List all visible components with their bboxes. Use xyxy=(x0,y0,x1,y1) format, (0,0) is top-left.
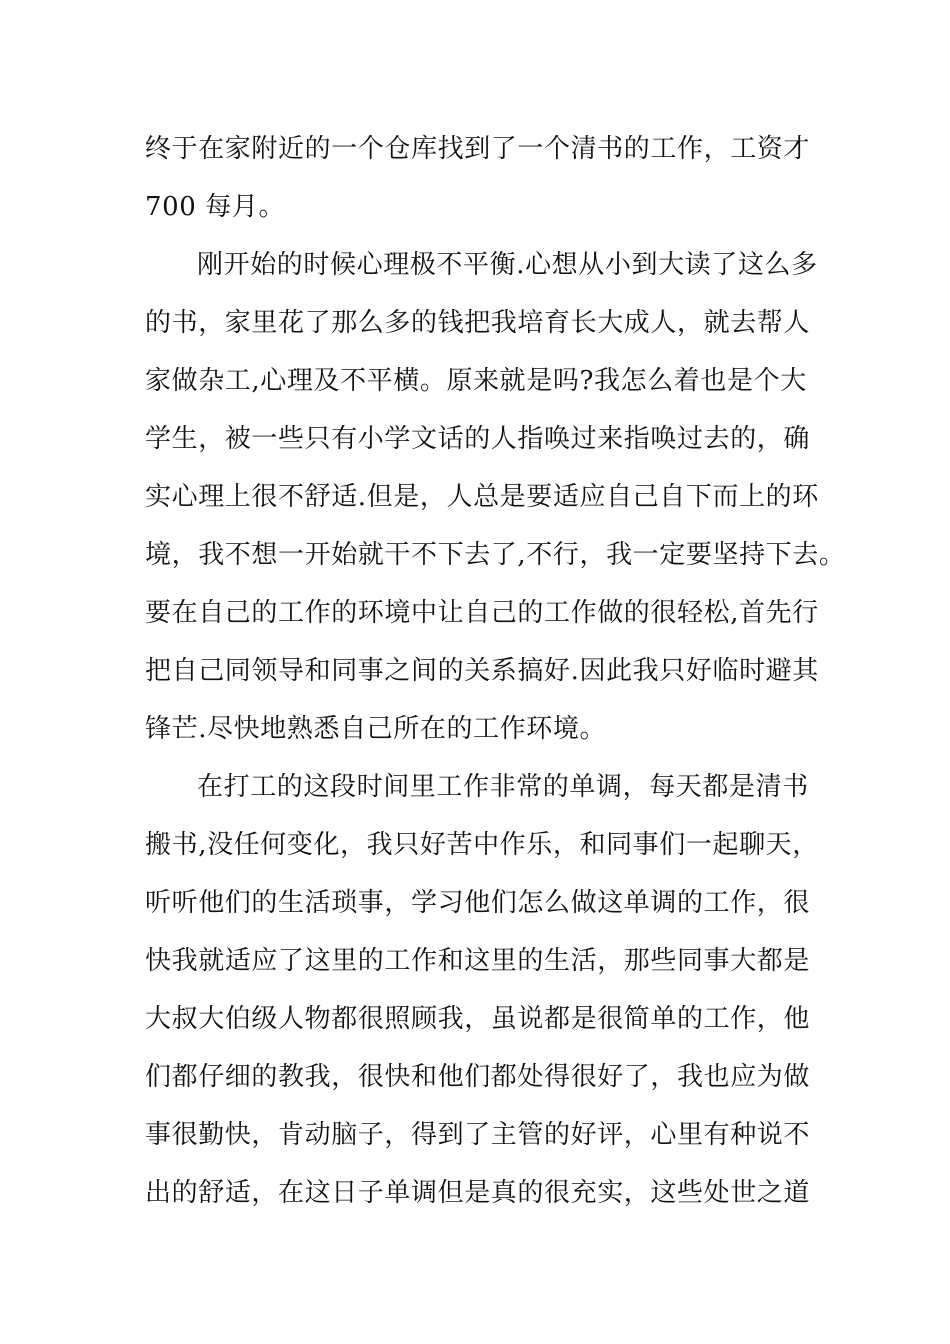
text-line: 出的舒适，在这日子单调但是真的很充实，这些处世之道 xyxy=(145,1178,811,1208)
text-line: 在打工的这段时间里工作非常的单调，每天都是清书 xyxy=(197,772,809,802)
text-line: 的书，家里花了那么多的钱把我培育长大成人，就去帮人 xyxy=(145,308,811,338)
text-line: 实心理上很不舒适.但是，人总是要适应自己自下而上的环 xyxy=(145,482,819,512)
text-line: 家做杂工,心理及不平横。原来就是吗?我怎么着也是个大 xyxy=(145,366,807,396)
text-line: 快我就适应了这里的工作和这里的生活，那些同事大都是 xyxy=(145,946,811,976)
document-body xyxy=(145,120,846,1222)
paragraph-3 xyxy=(145,758,825,1222)
text-line: 锋芒.尽快地熟悉自己所在的工作环境。 xyxy=(145,714,607,744)
paragraph-1 xyxy=(145,120,825,236)
text-line: 大叔大伯级人物都很照顾我，虽说都是很简单的工作，他 xyxy=(145,1004,811,1034)
text-line: 700 每月。 xyxy=(145,192,286,222)
paragraph-2 xyxy=(145,236,846,758)
text-line: 终于在家附近的一个仓库找到了一个清书的工作，工资才 xyxy=(145,134,811,164)
text-line: 把自己同领导和同事之间的关系搞好.因此我只好临时避其 xyxy=(145,656,819,686)
text-line: 刚开始的时候心理极不平衡.心想从小到大读了这么多 xyxy=(197,250,818,280)
text-line: 们都仔细的教我，很快和他们都处得很好了，我也应为做 xyxy=(145,1062,811,1092)
text-line: 要在自己的工作的环境中让自己的工作做的很轻松,首先行 xyxy=(145,598,819,628)
text-line: 听听他们的生活琐事，学习他们怎么做这单调的工作，很 xyxy=(145,888,811,918)
text-line: 学生，被一些只有小学文话的人指唤过来指唤过去的，确 xyxy=(145,424,811,454)
text-line: 搬书,没任何变化，我只好苦中作乐，和同事们一起聊天， xyxy=(145,830,819,860)
text-line: 境，我不想一开始就干不下去了,不行，我一定要坚持下去。 xyxy=(145,540,846,570)
text-line: 事很勤快，肯动脑子，得到了主管的好评，心里有种说不 xyxy=(145,1120,811,1150)
